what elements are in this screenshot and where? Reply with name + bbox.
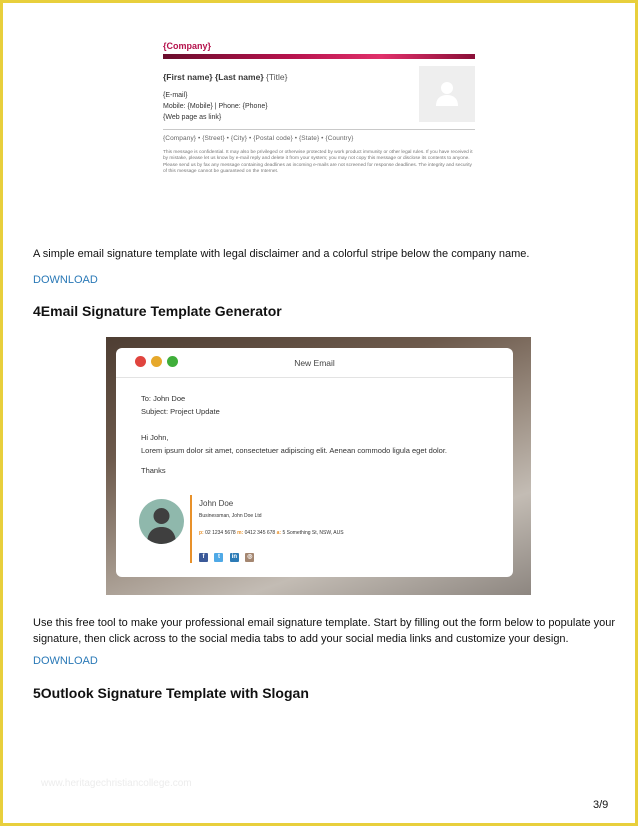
page-number: 3/9 — [593, 799, 609, 811]
legal-disclaimer: This message is confidential. It may also be privileged or otherwise protected by work product immunity or other legal rules. If you have received it by mistake, please let us know by e-mail reply and delete it from your system; you may not copy this message or disclose its contents to anyone. Please send us by fax any message containing deadlines as incoming e-mails are not screened for response deadlines. The integrity and security of this message cannot be guaranteed on the Internet. — [163, 150, 473, 175]
window-title: New Email — [294, 358, 335, 368]
twitter-icon: t — [214, 553, 223, 562]
sig-mock-name: John Doe — [199, 499, 234, 508]
download-link-2[interactable]: DOWNLOAD — [33, 655, 98, 667]
mobile-label: m: — [237, 530, 244, 536]
facebook-icon: f — [199, 553, 208, 562]
sig-web: {Web page as link} — [163, 114, 222, 121]
watermark: www.heritagechristiancollege.com — [41, 778, 192, 789]
address-value: 5 Something St, NSW, AUS — [282, 530, 344, 536]
person-placeholder-icon — [433, 79, 461, 107]
phone-value: 02 1234 5678 — [205, 530, 236, 536]
email-generator-screenshot — [106, 337, 531, 595]
download-link-1[interactable]: DOWNLOAD — [33, 274, 98, 286]
sig-contact — [163, 90, 268, 123]
divider — [163, 129, 475, 130]
mobile-value: 0412 345 678 — [244, 530, 276, 536]
email-subject: Subject: Project Update — [141, 407, 220, 416]
sig-name-line — [163, 72, 287, 82]
sig-name: {First name} {Last name} — [163, 72, 264, 82]
email-body: Lorem ipsum dolor sit amet, consectetuer adipiscing elit. Aenean commodo ligula eget dolor. — [141, 446, 448, 455]
sig-email: {E-mail} — [163, 92, 188, 99]
section3-description: A simple email signature template with legal disclaimer and a colorful stripe below the company name. — [33, 248, 530, 260]
email-greeting: Hi John, — [141, 433, 169, 442]
linkedin-icon: in — [231, 554, 238, 560]
colorful-stripe — [163, 54, 475, 59]
sig-company: {Company} — [163, 41, 212, 51]
social-icons — [199, 553, 256, 571]
section5-heading: 5Outlook Signature Template with Slogan — [33, 685, 309, 701]
email-closing: Thanks — [141, 466, 166, 475]
person-avatar-icon — [139, 499, 184, 544]
avatar — [139, 499, 184, 544]
sig-phones: Mobile: {Mobile} | Phone: {Phone} — [163, 103, 268, 110]
section4-heading: 4Email Signature Template Generator — [33, 303, 282, 319]
sig-title: {Title} — [266, 72, 288, 82]
phone-label: p: — [199, 530, 204, 536]
signature-template-image — [160, 37, 476, 187]
sig-mock-contact — [199, 530, 344, 536]
section4-description: Use this free tool to make your professional email signature template. Start by filling out the form below to populate your signature, then click across to the social media tabs to add your social media links and customize your design. — [33, 617, 616, 645]
email-window — [116, 348, 513, 577]
address-label: a: — [276, 530, 282, 536]
signature-accent-bar — [190, 495, 192, 563]
instagram-icon: ◎ — [247, 554, 253, 560]
photo-placeholder — [419, 66, 475, 122]
sig-mock-role: Businessman, John Doe Ltd — [199, 513, 262, 519]
sig-address: {Company} • {Street} • {City} • {Postal code} • {State} • {Country} — [163, 135, 354, 142]
window-divider — [116, 377, 513, 378]
email-to: To: John Doe — [141, 394, 186, 403]
